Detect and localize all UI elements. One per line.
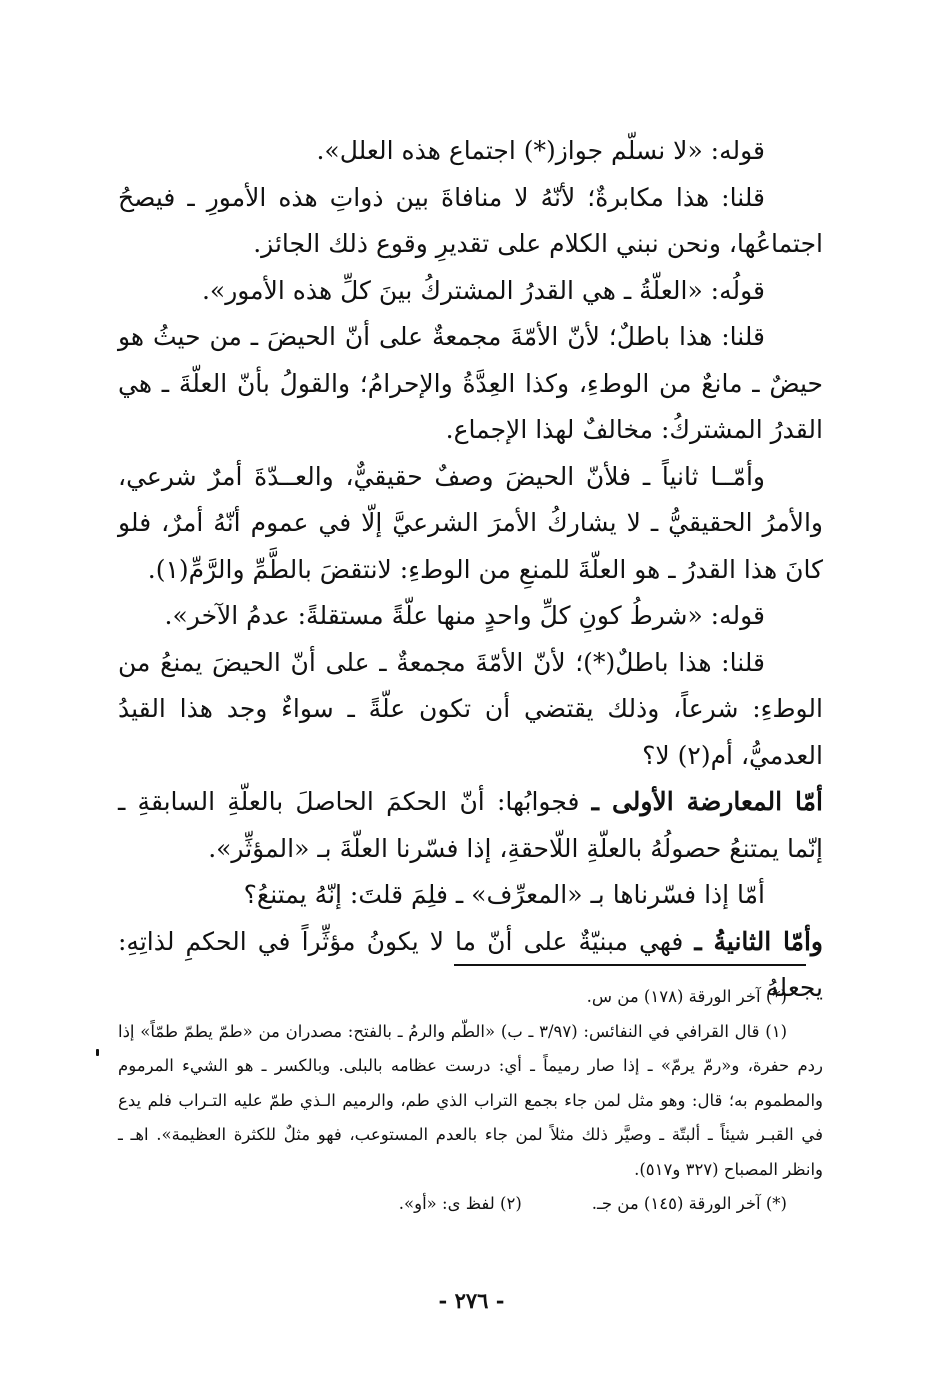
paragraph-first-objection bbox=[118, 779, 823, 872]
paragraph-reply-2: قلنا: هذا باطلٌ؛ لأنّ الأمّةَ مجمعةٌ على أنّ الحيضَ ـ من حيثُ هو حيضٌ ـ مانعٌ من الوطءِ، وكذا العِدَّةُ والإحرامُ؛ والقولُ بأنّ العلّةَ ـ هي القدرُ المشتركُ: مخالفٌ لهذا الإجماع. bbox=[118, 322, 823, 444]
paragraph-quote-2: قولُه: «العلّةُ ـ هي القدرُ المشتركُ بينَ كلِّ هذه الأمور». bbox=[201, 275, 765, 305]
footnotes bbox=[118, 980, 823, 1222]
paragraph-quote-1: قوله: «لا نسلّم جواز(*) اجتماع هذه العلل». bbox=[316, 136, 765, 165]
paragraph-body: فجوابُها: أنّ الحكمَ الحاصلَ بالعلّةِ السابقةِ ـ إنّما يمتنعُ حصولُهُ بالعلّةِ اللّاحقةِ، إذا فسّرنا العلّةَ بـ «المؤثِّر». bbox=[118, 787, 823, 863]
paragraph-lead-heading: وأمّا الثانيةُ ـ bbox=[694, 926, 823, 956]
paragraph-body: فهي مبنيّةٌ على أنّ ما لا يكونُ مؤثِّراً في الحكمِ لذاتِهِ: يجعلهُ bbox=[118, 926, 823, 1002]
paragraph-quote-3: قوله: «شرطُ كونِ كلِّ واحدٍ منها علّةً مستقلةً: عدمُ الآخر». bbox=[164, 601, 765, 630]
paragraph-reply-1: قلنا: هذا مكابرةٌ؛ لأنّهُ لا منافاةَ بين ذواتِ هذه الأمورِ ـ فيصحُ اجتماعُها، ونحن نبني الكلام على تقديرِ وقوع ذلك الجائز. bbox=[118, 182, 823, 258]
page-number: - ٢٧٦ - bbox=[438, 1288, 505, 1313]
paragraph-second-argument: وأمّــا ثانياً ـ فلأنّ الحيضَ وصفٌ حقيقيٌّ، والعــدّةَ أمرٌ شرعي، والأمرُ الحقيقيُّ ـ لا يشاركُ الأمرَ الشرعيَّ إلّا في عموم أنّهُ أمرٌ، فلو كانَ هذا القدرُ ـ هو العلّةَ للمنعِ من الوطءِ: لانتقضَ بالطَّمِّ والرَّمِّ(١). bbox=[118, 461, 823, 584]
footnote-divider bbox=[454, 964, 806, 966]
footnote-star-2: (*) آخر الورقة (١٤٥) من جـ. bbox=[591, 1194, 787, 1213]
paragraph-reply-3: قلنا: هذا باطلٌ(*)؛ لأنّ الأمّةَ مجمعةٌ ـ على أنّ الحيضَ يمنعُ من الوطءِ: شرعاً، وذلك يقتضي أن تكون علّةً ـ سواءٌ وجد هذا القيدُ العدميُّ، أم(٢) لا؟ bbox=[118, 647, 823, 770]
paragraph-lead-heading: أمّا المعارضة الأولى ـ bbox=[591, 787, 823, 816]
footnote-2: (٢) لفظ ى: «أو». bbox=[398, 1194, 522, 1213]
margin-mark bbox=[96, 1049, 99, 1056]
footnote-star-1: (*) آخر الورقة (١٧٨) من س. bbox=[586, 987, 787, 1006]
footnote-1: (١) قال القرافي في النفائس: (٣/٩٧ ـ ب) «الطّم والرمُ ـ بالفتح: مصدران من «طمّ يطمّ طمّاً» إذا ردم حفرة، و«رمّ يرمّ» ـ إذا صار رميماً ـ أي: درست عظامه بالبلى. وبالكسر ـ هو الشيء المرموم والمطموم به؛ قال: وهو مثل لمن جاء بجمع التراب الذي طم، والرميم الـذي طمّ عليه التـراب فلم يدع في القبـر شيئاً ـ ألبتّة ـ وصيَّر ذلك مثلاً لمن جاء بالعدم المستوعب، فهو مثلٌ للكثرة العظيمة». اهـ ـ وانظر المصباح (٣٢٧ و٥١٧). bbox=[118, 1021, 823, 1179]
footnote-row bbox=[118, 1187, 823, 1222]
main-text bbox=[118, 128, 823, 1012]
paragraph-definition-question: أمّا إذا فسّرناها بـ «المعرِّف» ـ فلِمَ قلتَ: إنّهُ يمتنعُ؟ bbox=[243, 880, 765, 909]
